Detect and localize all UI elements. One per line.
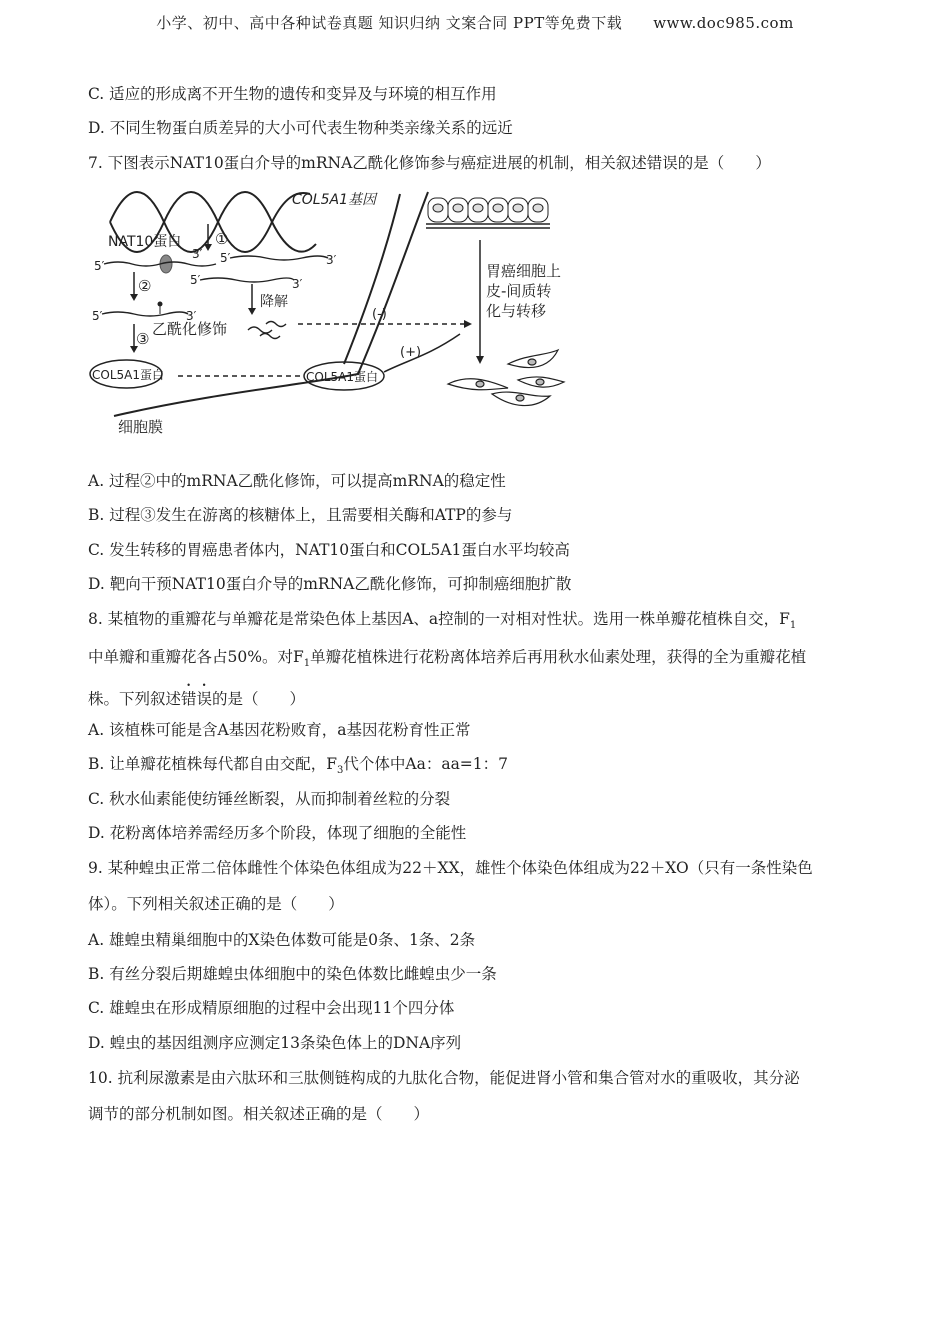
mechanism-diagram bbox=[88, 184, 568, 442]
svg-text:3′: 3′ bbox=[186, 309, 197, 323]
minus-label: (-) bbox=[372, 307, 387, 322]
q6-option-d: D. 不同生物蛋白质差异的大小可代表生物种类亲缘关系的远近 bbox=[88, 119, 513, 137]
q9-option-d: D. 蝗虫的基因组测序应测定13条染色体上的DNA序列 bbox=[88, 1034, 462, 1052]
q8-option-a: A. 该植株可能是含A基因花粉败育，a基因花粉育性正常 bbox=[88, 721, 471, 739]
svg-text:3′: 3′ bbox=[292, 277, 303, 291]
nat10-label: NAT10蛋白 bbox=[108, 234, 182, 250]
fragment-3 bbox=[260, 334, 280, 339]
emphasis-word: 错误 bbox=[181, 690, 213, 708]
emt-line3: 化与转移 bbox=[486, 302, 547, 320]
acetyl-mark bbox=[158, 302, 163, 307]
q9-option-c: C. 雄蝗虫在形成精原细胞的过程中会出现11个四分体 bbox=[88, 999, 455, 1017]
step3-label: ③ bbox=[136, 330, 150, 348]
epithelial-cells bbox=[426, 198, 550, 228]
q9-option-a: A. 雄蝗虫精巢细胞中的X染色体数可能是0条、1条、2条 bbox=[88, 931, 476, 949]
q9-stem-line1: 9. 某种蝗虫正常二倍体雌性个体染色体组成为22＋XX，雄性个体染色体组成为22＋XO（只有一条性染色 bbox=[88, 859, 813, 877]
svg-text:5′: 5′ bbox=[94, 259, 105, 273]
mrna-right-top bbox=[230, 256, 328, 260]
q8-stem-line2: 中单瓣和重瓣花各占50%。对$F_1$单瓣花植株进行花粉离体培养后再用秋水仙素处理，获得的全为重瓣花植 bbox=[88, 648, 807, 670]
degrade-label: 降解 bbox=[260, 294, 288, 310]
fragment-1 bbox=[248, 327, 272, 333]
q7-option-b: B. 过程③发生在游离的核糖体上，且需要相关酶和ATP的参与 bbox=[88, 506, 513, 524]
col5a1-left-label: COL5A1蛋白 bbox=[92, 368, 164, 382]
q6-option-c: C. 适应的形成离不开生物的遗传和变异及与环境的相互作用 bbox=[88, 85, 497, 103]
plus-label: (+) bbox=[400, 345, 422, 360]
mesenchymal-cells bbox=[448, 350, 564, 406]
q9-option-b: B. 有丝分裂后期雄蝗虫体细胞中的染色体数比雌蝗虫少一条 bbox=[88, 965, 497, 983]
svg-text:3′: 3′ bbox=[326, 253, 337, 267]
mrna-right-mid bbox=[200, 278, 294, 282]
q10-stem-line2: 调节的部分机制如图。相关叙述正确的是（ ） bbox=[88, 1105, 430, 1123]
acetyl-label: 乙酰化修饰 bbox=[152, 320, 228, 338]
emt-line1: 胃癌细胞上 bbox=[486, 262, 562, 280]
q10-stem-line1: 10. 抗利尿激素是由六肽环和三肽侧链构成的九肽化合物，能促进肾小管和集合管对水的重吸收，其分泌 bbox=[88, 1069, 800, 1087]
membrane-label: 细胞膜 bbox=[118, 418, 164, 436]
q7-option-d: D. 靶向干预NAT10蛋白介导的mRNA乙酰化修饰，可抑制癌细胞扩散 bbox=[88, 575, 572, 593]
svg-text:3′: 3′ bbox=[192, 247, 203, 261]
q7-stem: 7. 下图表示NAT10蛋白介导的mRNA乙酰化修饰参与癌症进展的机制，相关叙述错误的是（ ） bbox=[88, 154, 771, 172]
svg-text:5′: 5′ bbox=[220, 251, 231, 265]
q8-stem-line3: 株。下列叙述错误的是（ ） bbox=[88, 690, 306, 708]
step2-label: ② bbox=[138, 277, 152, 295]
q8-option-b: B. 让单瓣花植株每代都自由交配，$F_3$代个体中Aa：aa=1：7 bbox=[88, 755, 509, 777]
step1-label: ① bbox=[215, 230, 229, 248]
emt-line2: 皮-间质转 bbox=[486, 282, 552, 300]
q9-stem-line2: 体）。下列相关叙述正确的是（ ） bbox=[88, 895, 344, 913]
q7-option-c: C. 发生转移的胃癌患者体内，NAT10蛋白和COL5A1蛋白水平均较高 bbox=[88, 541, 570, 559]
svg-text:5′: 5′ bbox=[190, 273, 201, 287]
q7-diagram bbox=[88, 184, 568, 442]
gene-label: COL5A1基因 bbox=[292, 192, 376, 208]
fragment-2 bbox=[266, 322, 286, 327]
mrna-modified bbox=[102, 312, 188, 316]
svg-text:5′: 5′ bbox=[92, 309, 103, 323]
q8-stem-line1: 8. 某植物的重瓣花与单瓣花是常染色体上基因A、a控制的一对相对性状。选用一株单瓣花植株自交，$F_1$ bbox=[88, 610, 797, 632]
q7-option-a: A. 过程②中的mRNA乙酰化修饰，可以提高mRNA的稳定性 bbox=[88, 472, 506, 490]
page-header: 小学、初中、高中各种试卷真题 知识归纳 文案合同 PPT等免费下载 www.doc985.com bbox=[156, 14, 794, 32]
q8-option-c: C. 秋水仙素能使纺锤丝断裂，从而抑制着丝粒的分裂 bbox=[88, 790, 451, 808]
q8-option-d: D. 花粉离体培养需经历多个阶段，体现了细胞的全能性 bbox=[88, 824, 467, 842]
col5a1-right-label: COL5A1蛋白 bbox=[306, 370, 378, 384]
